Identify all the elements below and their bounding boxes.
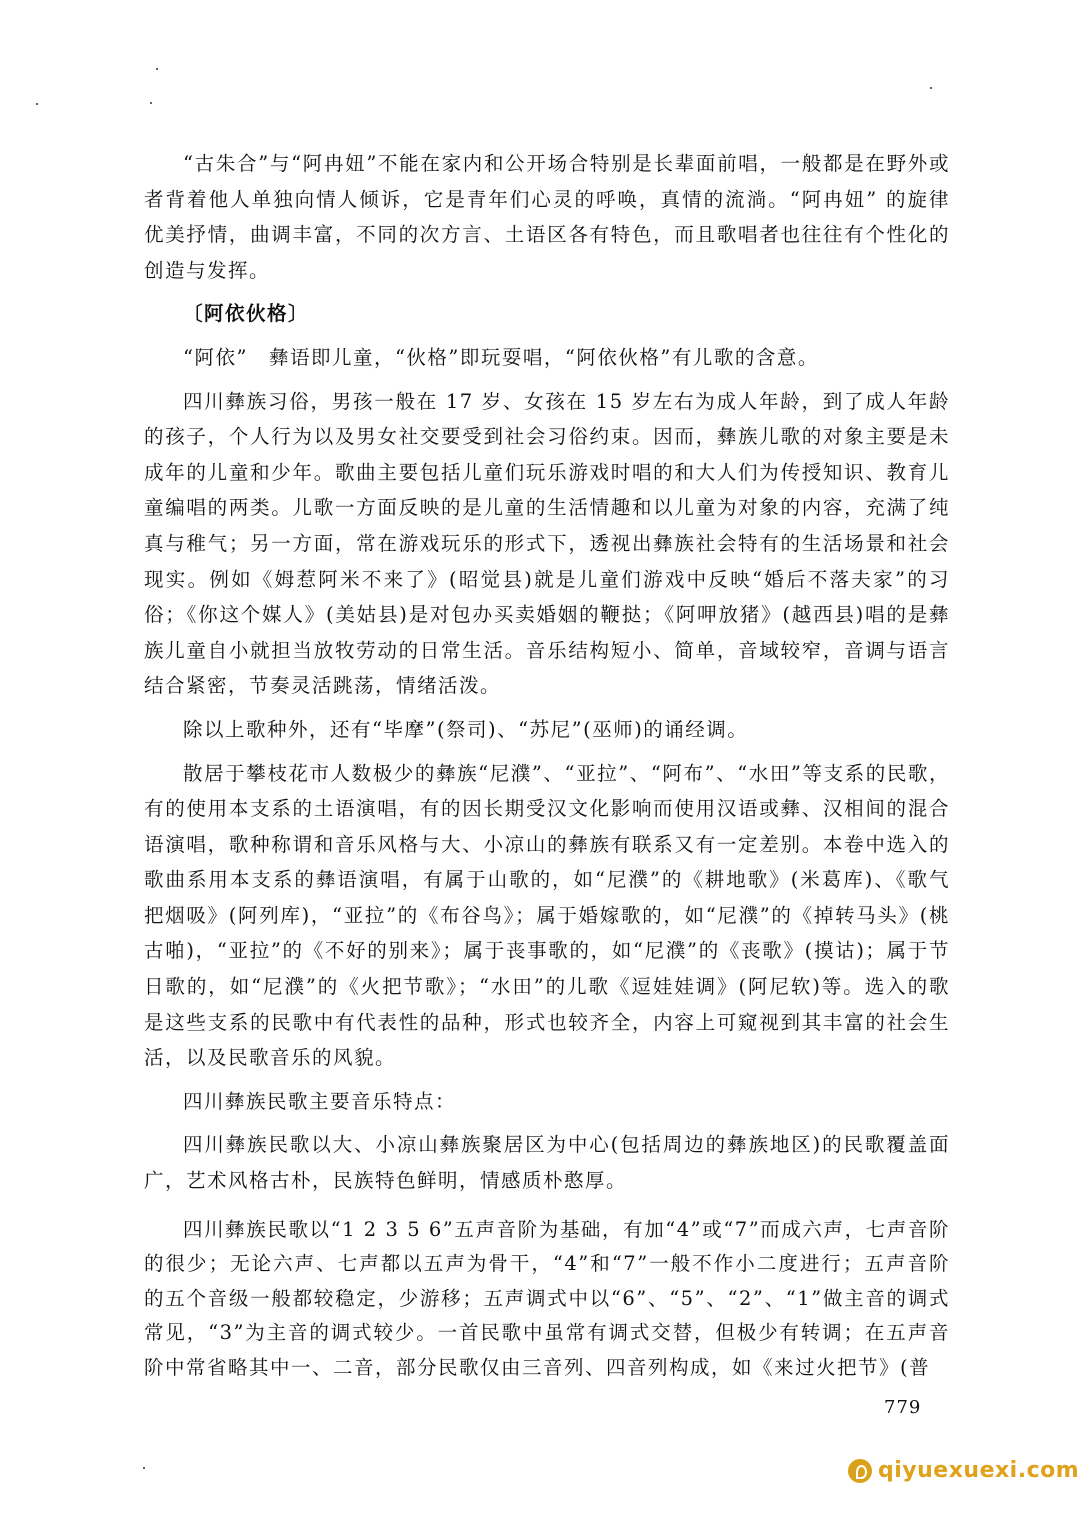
paragraph-music-features-title: 四川彝族民歌主要音乐特点：: [183, 1089, 457, 1113]
paragraph-children-songs: 四川彝族习俗，男孩一般在 17 岁、女孩在 15 岁左右为成人年龄，到了成人年龄的孩子，个人行为以及男女社交要受到社会习俗约束。因而，彝族儿歌的对象主要是未成年的儿童和少年。歌曲主要包括儿童们玩乐游戏时唱的和大人们为传授知识、教育儿童编唱的两类。儿歌一方面反映的是儿童的生活情趣和以儿童为对象的内容，充满了纯真与稚气；另一方面，常在游戏玩乐的形式下，透视出彝族社会特有的生活场景和社会现实。例如《姆惹阿米不来了》(昭觉县)就是儿童们游戏中反映“婚后不落夫家”的习俗；《你这个媒人》(美姑县)是对包办买卖婚姻的鞭挞；《阿呷放猪》(越西县)唱的是彝族儿童自小就担当放牧劳动的日常生活。音乐结构短小、简单，音域较窄，音调与语言结合紧密，节奏灵活跳荡，情绪活泼。: [144, 389, 950, 698]
scan-speck: [36, 103, 38, 105]
paragraph-ayi-definition: “阿依” 彝语即儿童，“伙格”即玩耍唱，“阿依伙格”有儿歌的含意。: [183, 345, 819, 369]
scan-speck: [156, 68, 158, 70]
scan-speck: [143, 1467, 145, 1469]
paragraph-branch-songs: 散居于攀枝花市人数极少的彝族“尼濮”、“亚拉”、“阿布”、“水田”等支系的民歌，有的使用本支系的土语演唱，有的因长期受汉文化影响而使用汉语或彝、汉相间的混合语演唱，歌种称谓和音乐风格与大、小凉山的彝族有联系又有一定差别。本卷中选入的歌曲系用本支系的彝语演唱，有属于山歌的，如“尼濮”的《耕地歌》(米葛库)、《歌气把烟吸》(阿列库)，“亚拉”的《布谷鸟》；属于婚嫁歌的，如“尼濮”的《掉转马头》(桃古啪)，“亚拉”的《不好的别来》；属于丧事歌的，如“尼濮”的《丧歌》(摸诂)；属于节日歌的，如“尼濮”的《火把节歌》；“水田”的儿歌《逗娃娃调》(阿尼软)等。选入的歌是这些支系的民歌中有代表性的品种，形式也较齐全，内容上可窥视到其丰富的社会生活，以及民歌音乐的风貌。: [144, 761, 950, 1070]
paragraph-chanting: 除以上歌种外，还有“毕摩”(祭司)、“苏尼”(巫师)的诵经调。: [183, 717, 749, 741]
page-number: 779: [884, 1397, 922, 1418]
watermark: [848, 1458, 1079, 1483]
scan-speck: [930, 87, 932, 89]
scan-speck: [150, 102, 152, 104]
paragraph-anranniu: “古朱合”与“阿冉妞”不能在家内和公开场合特别是长辈面前唱，一般都是在野外或者背着他人单独向情人倾诉，它是青年们心灵的呼唤，真情的流淌。“阿冉妞” 的旋律优美抒情，曲调丰富，不同的次方言、土语区各有特色，而且歌唱者也往往有个性化的创造与发挥。: [144, 152, 950, 282]
body-text: [144, 146, 950, 1385]
paragraph-coverage: 四川彝族民歌以大、小凉山彝族聚居区为中心(包括周边的彝族地区)的民歌覆盖面广，艺术风格古朴，民族特色鲜明，情感质朴憨厚。: [144, 1133, 950, 1193]
watermark-logo-icon: [848, 1459, 872, 1483]
section-heading-ayihuoge: 〔阿依伙格〕: [183, 302, 310, 326]
paragraph-scales: 四川彝族民歌以“1 2 3 5 6”五声音阶为基础，有加“4”或“7”而成六声，七声音阶的很少；无论六声、七声都以五声为骨干，“4”和“7”一般不作小二度进行；五声音阶的五个音级一般都较稳定，少游移；五声调式中以“6”、“5”、“2”、“1”做主音的调式常见，“3”为主音的调式较少。一首民歌中虽常有调式交替，但极少有转调；在五声音阶中常省略其中一、二音，部分民歌仅由三音列、四音列构成，如《来过火把节》(普: [144, 1217, 950, 1379]
watermark-text: qiyuexuexi.com: [878, 1458, 1079, 1483]
